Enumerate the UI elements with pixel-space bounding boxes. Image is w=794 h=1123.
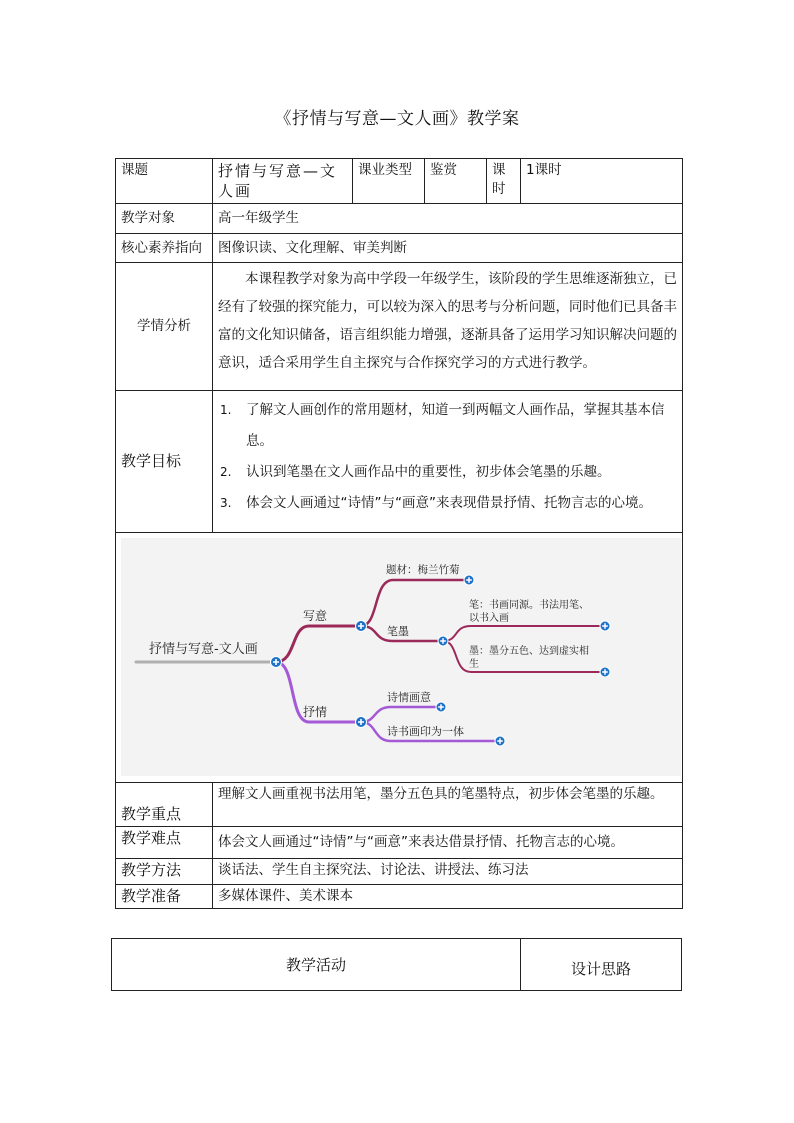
core-label: 核心素养指向 [116,234,213,263]
expand-node-icon[interactable] [600,621,610,631]
topic-label: 课题 [116,159,213,204]
mindmap-cell [116,533,683,783]
topic-value: 抒情与写意—文人画 [213,159,353,204]
goals-label: 教学目标 [116,391,213,533]
hours-value: 1课时 [521,159,683,204]
activity-table [111,938,682,991]
topic-connector [361,580,469,626]
difficulty-value: 体会文人画通过“诗情”与“画意”来表达借景抒情、托物言志的心境。 [213,827,683,859]
expand-node-icon[interactable] [271,657,282,668]
mindmap-root: 抒情与写意-文人画 [149,642,258,657]
poem-connector [361,707,441,722]
prep-label: 教学准备 [116,885,213,909]
mindmap-poem: 诗情画意 [387,691,431,704]
expand-node-icon[interactable] [438,636,448,646]
key-label-text: 教学重点 [121,805,182,823]
mindmap-topic: 题材：梅兰竹菊 [386,564,460,576]
goal-item: 2. 认识到笔墨在文人画作品中的重要性，初步体会笔墨的乐趣。 [220,464,611,480]
lesson-plan-table [115,158,683,909]
key-label [116,783,213,827]
goal-item: 3. 体会文人画通过“诗情”与“画意”来表现借景抒情、托物言志的心境。 [220,495,652,511]
difficulty-label: 教学难点 [116,827,213,859]
goal-item: 1. 了解文人画创作的常用题材，知道一到两幅文人画作品，掌握其基本信息。 [220,402,665,449]
analysis-text: 本课程教学对象为高中学段一年级学生，该阶段的学生思维逐渐独立，已经有了较强的探究能力，可以较为深入的思考与分析问题，同时他们已具备丰富的文化知识储备，语言组织能力增强，逐渐具备了运用学习知识解决问题的意识，适合采用学生自主探究与合作探究学习的方式进行教学。 [218,271,677,371]
expand-node-icon[interactable] [600,667,610,677]
mindmap-seal: 诗书画印为一体 [387,725,464,738]
mindmap-brush-line1: 笔：书画同源。书法用笔、 [469,600,589,611]
mindmap-ink-line1: 墨：墨分五色、达到虚实相 [469,646,589,657]
design-header: 设计思路 [521,939,682,991]
mindmap-branch2: 抒情 [303,705,328,719]
activity-header: 教学活动 [112,939,521,991]
expand-node-icon[interactable] [464,575,474,585]
mindmap-brush-line2: 以书入画 [469,613,509,624]
method-value: 谈话法、学生自主探究法、讨论法、讲授法、练习法 [213,859,683,885]
prep-value: 多媒体课件、美术课本 [213,885,683,909]
key-value: 理解文人画重视书法用笔，墨分五色具的笔墨特点，初步体会笔墨的乐趣。 [213,783,683,827]
analysis-label: 学情分析 [116,263,213,391]
audience-label: 教学对象 [116,204,213,234]
course-type-value: 鉴赏 [425,159,487,204]
goals-list [218,395,677,519]
mindmap-ink-line2: 生 [469,659,479,670]
audience-value: 高一年级学生 [213,204,683,234]
expand-node-icon[interactable] [356,717,367,728]
hours-label: 课时 [487,159,521,204]
core-value: 图像识读、文化理解、审美判断 [213,234,683,263]
method-label: 教学方法 [116,859,213,885]
branch1-connector [276,626,361,662]
expand-node-icon[interactable] [436,702,446,712]
course-type-label: 课业类型 [353,159,425,204]
mindmap-branch1: 写意 [303,609,328,623]
document-title: 《抒情与写意—文人画》教学案 [274,109,520,129]
mindmap-brush: 笔墨 [387,625,409,638]
expand-node-icon[interactable] [495,736,505,746]
expand-node-icon[interactable] [356,621,367,632]
analysis-cell [213,263,683,391]
goals-cell [213,391,683,533]
mindmap-canvas [121,538,681,776]
mindmap [121,538,681,776]
brush-sub-connector [443,626,605,641]
